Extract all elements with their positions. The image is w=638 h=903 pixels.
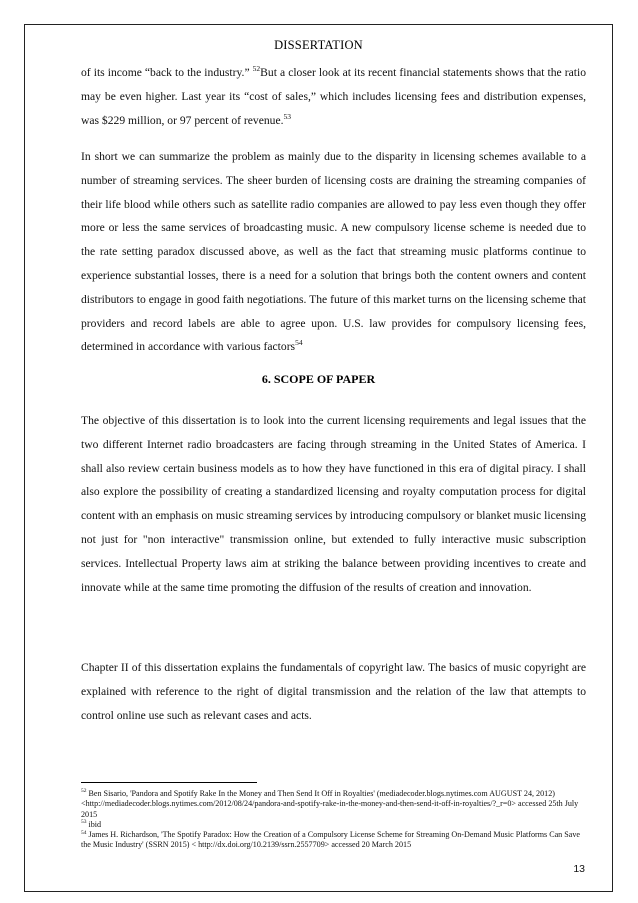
footnote-number: 53	[81, 819, 87, 826]
footnote-separator	[81, 782, 257, 783]
footnote-ref: 52	[252, 64, 261, 74]
paragraph-text: In short we can summarize the problem as mainly due to the disparity in licensing schemes available to a number of streaming services. The sheer burden of licensing costs are draining the streaming companies of their life blood while others such as satellite radio companies are allowed to pay less even though they offer more or less the same services of broadcasting music. A new compulsory license scheme is needed due to the rate setting paradox discussed above, as well as the fact that streaming music platforms continue to experience substantial losses, there is a need for a solution that brings both the content owners and content distributors to engage in good faith negotiations. The future of this market turns on the licensing scheme that providers and record labels are able to agree upon. U.S. law provides for compulsory licensing fees, determined in accordance with various factors	[81, 150, 586, 354]
paragraph-text: But a closer look at its recent financial statements shows that the ratio may be even higher. Last year its “cost of sales,” which includes licensing fees and distribution expenses, was $229 million, or 97 percent of revenue.	[81, 66, 586, 127]
section-heading: 6. SCOPE OF PAPER	[261, 372, 376, 386]
footnote-text: ibid	[88, 819, 102, 829]
page-number: 13	[573, 863, 585, 875]
footnote-text: Ben Sisario, 'Pandora and Spotify Rake In the Money and Then Send It Off in Royalties' (mediadecoder.blogs.nytimes.com AUGUST 24, 2012) <http://mediadecoder.blogs.nytimes.com/2012/08/24/pandora-and-spotify-rake-in-the-money-and-then-send-it-off-in-royalties/?_r=0> accessed 25th July 2015	[81, 789, 579, 819]
paragraph-text: of its income “back to the industry.”	[81, 66, 250, 79]
paragraph-summary	[81, 145, 586, 359]
paragraph-chapter-two: Chapter II of this dissertation explains the fundamentals of copyright law. The basics of music copyright are explained with reference to the right of digital transmission and the relation of the law that attempts to control online use such as relevant cases and acts.	[81, 661, 586, 722]
paragraph-income	[81, 61, 586, 132]
footnote-54	[81, 830, 586, 851]
footnotes	[81, 789, 586, 851]
footnote-52	[81, 789, 586, 820]
footnote-ref: 53	[283, 111, 292, 121]
footnote-53	[81, 820, 586, 830]
paragraph-objective: The objective of this dissertation is to look into the current licensing requirements and legal issues that the two different Internet radio broadcasters are facing through streaming in the United States of America. I shall also review certain business models as to how they have functioned in this era of digital piracy. I shall also explore the possibility of creating a standardized licensing and royalty computation process for digital content with an emphasis on music streaming services by introducing compulsory or blanket music licensing not just for "non interactive" transmission online, but extended to fully interactive music subscription services. Intellectual Property laws aim at striking the balance between providing incentives to create and innovate while at the same time promoting the diffusion of the results of creation and innovation.	[81, 414, 586, 594]
footnote-number: 54	[81, 829, 87, 836]
page-frame	[24, 24, 613, 892]
running-header: DISSERTATION	[274, 38, 363, 52]
footnote-text: James H. Richardson, 'The Spotify Paradox: How the Creation of a Compulsory License Scheme for Streaming On-Demand Music Platforms Can Save the Music Industry' (SSRN 2015) < http://dx.doi.org/10.2139/ssrn.2557709> accessed 20 March 2015	[81, 830, 580, 850]
footnote-ref: 54	[295, 338, 303, 348]
footnote-number: 52	[81, 788, 87, 795]
